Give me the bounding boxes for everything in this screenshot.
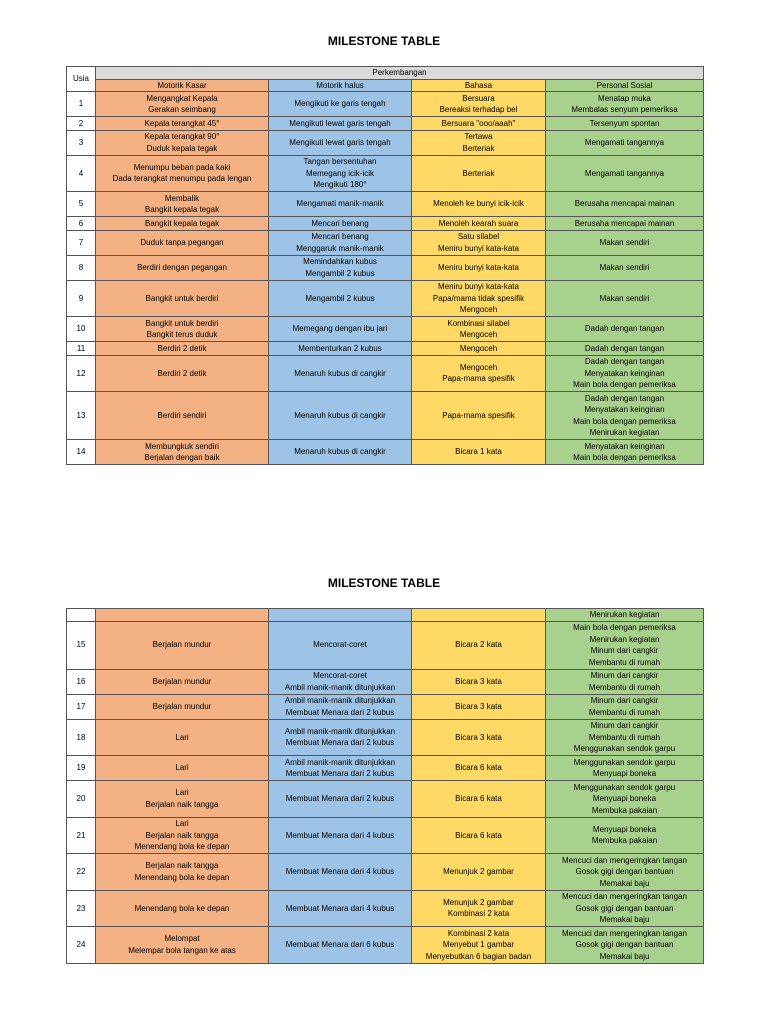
table-cell-usia: 17 (67, 694, 96, 719)
table-cell-motorik-kasar: Duduk tanpa pegangan (96, 230, 269, 255)
table-cell-usia: 14 (67, 440, 96, 465)
table-cell-motorik-halus: Mengikuti ke garis tengah (269, 92, 412, 117)
table-row (67, 92, 704, 117)
table-cell-personal-sosial: Tersenyum spontan (546, 117, 704, 131)
header-bahasa: Bahasa (412, 79, 546, 92)
table-cell-personal-sosial: Main bola dengan pemeriksa Menirukan kegiatan Minum dari cangkir Membantu di rumah (546, 621, 704, 669)
table-cell-personal-sosial: Minum dari cangkir Membantu di rumah (546, 669, 704, 694)
table-cell-personal-sosial: Berusaha mencapai mainan (546, 192, 704, 217)
table-cell-motorik-halus: Membuat Menara dari 4 kubus (269, 890, 412, 927)
table-cell-personal-sosial: Dadah dengan tangan Menyatakan keinginan Main bola dengan pemeriksa (546, 355, 704, 392)
table-cell-motorik-kasar: Menendang bola ke depan (96, 890, 269, 927)
table-row (67, 392, 704, 440)
table-row (67, 854, 704, 891)
page1-title: MILESTONE TABLE (327, 34, 441, 48)
table-cell-personal-sosial: Dadah dengan tangan (546, 342, 704, 356)
table-row (67, 817, 704, 854)
table-cell-motorik-halus: Menaruh kubus di cangkir (269, 392, 412, 440)
milestone-table-page1 (66, 66, 704, 465)
table-cell-bahasa: Papa-mama spesifik (412, 392, 546, 440)
table-row (67, 230, 704, 255)
table-cell-motorik-kasar: Lari (96, 719, 269, 756)
table-cell-motorik-halus: Membuat Menara dari 2 kubus (269, 781, 412, 818)
table-cell-bahasa: Bicara 3 kata (412, 669, 546, 694)
table-cell-bahasa: Satu silabel Meniru bunyi kata-kata (412, 230, 546, 255)
table-cell-motorik-halus: Mencorat-coret Ambil manik-manik ditunjukkan (269, 669, 412, 694)
table-cell-bahasa: Bicara 3 kata (412, 694, 546, 719)
table-cell-motorik-kasar: Bangkit kepala tegak (96, 217, 269, 231)
table-cell-bahasa: Bicara 3 kata (412, 719, 546, 756)
page2-title: MILESTONE TABLE (327, 576, 441, 590)
table-cell-bahasa: Bicara 6 kata (412, 756, 546, 781)
table-cell-bahasa: Mengoceh (412, 342, 546, 356)
table-cell-motorik-kasar: Kepala terangkat 90° Duduk kepala tegak (96, 130, 269, 155)
table-cell-motorik-halus: Ambil manik-manik ditunjukkan Membuat Menara dari 2 kubus (269, 719, 412, 756)
table-row (67, 155, 704, 192)
table-cell-usia: 11 (67, 342, 96, 356)
table-cell-motorik-halus: Tangan bersentuhan Memegang icik-icik Mengikuti 180° (269, 155, 412, 192)
table-row (67, 255, 704, 280)
table-cell-motorik-kasar: Melompat Melempar bola tangan ke atas (96, 927, 269, 964)
header-personal-sosial: Personal Sosial (546, 79, 704, 92)
table-cell-motorik-halus: Mengambil 2 kubus (269, 280, 412, 317)
table-cell-bahasa: Menoleh kearah suara (412, 217, 546, 231)
table-cell-motorik-kasar: Bangkit untuk berdiri (96, 280, 269, 317)
table-cell-personal-sosial: Minum dari cangkir Membantu di rumah (546, 694, 704, 719)
table-row (67, 342, 704, 356)
table-cell-bahasa: Kombinasi silabel Mengoceh (412, 317, 546, 342)
table-cell-usia: 12 (67, 355, 96, 392)
table-row (67, 117, 704, 131)
table-cell-usia: 10 (67, 317, 96, 342)
table-cell-motorik-halus: Membuat Menara dari 4 kubus (269, 854, 412, 891)
table-cell-motorik-kasar: Berdiri 2 detik (96, 342, 269, 356)
table-cell-usia: 19 (67, 756, 96, 781)
table-cell-usia: 22 (67, 854, 96, 891)
table-cell-personal-sosial: Dadah dengan tangan Menyatakan keinginan Main bola dengan pemeriksa Menirukan kegiatan (546, 392, 704, 440)
table-cell-personal-sosial: Makan sendiri (546, 280, 704, 317)
table-cell-bahasa: Bicara 6 kata (412, 781, 546, 818)
table-cell-motorik-kasar: Kepala terangkat 45° (96, 117, 269, 131)
table-cell-usia: 3 (67, 130, 96, 155)
table-cell-bahasa: Menunjuk 2 gambar Kombinasi 2 kata (412, 890, 546, 927)
table-row (67, 719, 704, 756)
table-row (67, 756, 704, 781)
table-cell-motorik-kasar: Berdiri sendiri (96, 392, 269, 440)
table-cell-bahasa: Bicara 1 kata (412, 440, 546, 465)
table-cell-motorik-halus: Membuat Menara dari 6 kubus (269, 927, 412, 964)
table-row (67, 621, 704, 669)
table-cell-bahasa: Meniru bunyi kata-kata (412, 255, 546, 280)
table-row (67, 694, 704, 719)
table-cell-usia: 4 (67, 155, 96, 192)
table-cell-motorik-kasar (96, 609, 269, 622)
table-cell-motorik-kasar: Bangkit untuk berdiri Bangkit terus duduk (96, 317, 269, 342)
table-cell-bahasa: Bersuara "ooo/aaah" (412, 117, 546, 131)
table-cell-usia: 24 (67, 927, 96, 964)
table-row (67, 280, 704, 317)
table-cell-personal-sosial: Makan sendiri (546, 230, 704, 255)
table-cell-motorik-kasar: Menumpu beban pada kaki Dada terangkat menumpu pada lengan (96, 155, 269, 192)
table-cell-bahasa: Menoleh ke bunyi icik-icik (412, 192, 546, 217)
table-cell-motorik-kasar: Lari Berjalan naik tangga Menendang bola ke depan (96, 817, 269, 854)
table-cell-motorik-kasar: Berdiri dengan pegangan (96, 255, 269, 280)
table-cell-personal-sosial: Minum dari cangkir Membantu di rumah Menggunakan sendok garpu (546, 719, 704, 756)
table-cell-usia: 7 (67, 230, 96, 255)
table-cell-motorik-halus: Menaruh kubus di cangkir (269, 355, 412, 392)
header-usia: Usia (67, 67, 96, 92)
table-cell-motorik-kasar: Lari (96, 756, 269, 781)
table-cell-bahasa (412, 609, 546, 622)
table-cell-usia: 13 (67, 392, 96, 440)
table-cell-personal-sosial: Menatap muka Membalas senyum pemeriksa (546, 92, 704, 117)
table-cell-personal-sosial: Menyatakan keinginan Main bola dengan pemeriksa (546, 440, 704, 465)
table-cell-usia: 1 (67, 92, 96, 117)
table-cell-motorik-halus: Memegang dengan ibu jari (269, 317, 412, 342)
table-cell-usia: 21 (67, 817, 96, 854)
table-cell-bahasa: Bicara 2 kata (412, 621, 546, 669)
table-cell-personal-sosial: Mencuci dan mengeringkan tangan Gosok gigi dengan bantuan Memakai baju (546, 890, 704, 927)
table-cell-motorik-halus: Memindahkan kubus Mengambil 2 kubus (269, 255, 412, 280)
table-cell-motorik-halus: Menaruh kubus di cangkir (269, 440, 412, 465)
table-cell-usia: 18 (67, 719, 96, 756)
table-cell-motorik-halus: Ambil manik-manik ditunjukkan Membuat Menara dari 2 kubus (269, 694, 412, 719)
table-cell-personal-sosial: Berusaha mencapai mainan (546, 217, 704, 231)
table-cell-personal-sosial: Makan sendiri (546, 255, 704, 280)
table-cell-usia: 9 (67, 280, 96, 317)
table-cell-personal-sosial: Menggunakan sendok garpu Menyuapi boneka (546, 756, 704, 781)
table-cell-motorik-halus: Mengikuti lewat garis tengah (269, 117, 412, 131)
table-cell-usia: 20 (67, 781, 96, 818)
table-cell-motorik-kasar: Membalik Bangkit kepala tegak (96, 192, 269, 217)
table-cell-usia: 16 (67, 669, 96, 694)
table-row (67, 217, 704, 231)
table-cell-usia: 23 (67, 890, 96, 927)
table-cell-personal-sosial: Dadah dengan tangan (546, 317, 704, 342)
table-cell-motorik-halus: Mengamati manik-manik (269, 192, 412, 217)
table-cell-personal-sosial: Mengamati tangannya (546, 155, 704, 192)
table-cell-usia: 15 (67, 621, 96, 669)
table-cell-personal-sosial: Menirukan kegiatan (546, 609, 704, 622)
table-cell-personal-sosial: Mengamati tangannya (546, 130, 704, 155)
table-cell-motorik-halus: Membuat Menara dari 4 kubus (269, 817, 412, 854)
table-cell-bahasa: Berteriak (412, 155, 546, 192)
table-cell-bahasa: Menunjuk 2 gambar (412, 854, 546, 891)
table-cell-personal-sosial: Menggunakan sendok garpu Menyuapi boneka Membuka pakaian (546, 781, 704, 818)
table-cell-motorik-halus: Mencari benang Menggaruk manik-manik (269, 230, 412, 255)
table-cell-personal-sosial: Mencuci dan mengeringkan tangan Gosok gigi dengan bantuan Memakai baju (546, 927, 704, 964)
table-cell-bahasa: Tertawa Berteriak (412, 130, 546, 155)
table-cell-motorik-halus: Membenturkan 2 kubus (269, 342, 412, 356)
table-row (67, 781, 704, 818)
table-row (67, 355, 704, 392)
table-cell-motorik-halus: Mencorat-coret (269, 621, 412, 669)
table-row (67, 669, 704, 694)
table-cell-motorik-kasar: Lari Berjalan naik tangga (96, 781, 269, 818)
table-cell-motorik-kasar: Berjalan naik tangga Menendang bola ke depan (96, 854, 269, 891)
table-cell-bahasa: Kombinasi 2 kata Menyebut 1 gambar Menyebutkan 6 bagian badan (412, 927, 546, 964)
table-cell-motorik-halus: Mencari benang (269, 217, 412, 231)
table-cell-motorik-halus (269, 609, 412, 622)
milestone-table-page2 (66, 608, 704, 964)
table-cell-bahasa: Bersuara Bereaksi terhadap bel (412, 92, 546, 117)
table-cell-personal-sosial: Mencuci dan mengeringkan tangan Gosok gigi dengan bantuan Memakai baju (546, 854, 704, 891)
table-cell-bahasa: Mengoceh Papa-mama spesifik (412, 355, 546, 392)
table-row (67, 130, 704, 155)
table-cell-bahasa: Bicara 6 kata (412, 817, 546, 854)
table-cell-motorik-kasar: Mengangkat Kepala Gerakan seimbang (96, 92, 269, 117)
table-cell-motorik-kasar: Berjalan mundur (96, 621, 269, 669)
table-cell-usia (67, 609, 96, 622)
table-cell-usia: 5 (67, 192, 96, 217)
table-cell-motorik-halus: Ambil manik-manik ditunjukkan Membuat Menara dari 2 kubus (269, 756, 412, 781)
table-row (67, 440, 704, 465)
table-cell-usia: 6 (67, 217, 96, 231)
table-row (67, 890, 704, 927)
header-motorik-halus: Motorik halus (269, 79, 412, 92)
table-cell-usia: 2 (67, 117, 96, 131)
table-row (67, 192, 704, 217)
table-cell-motorik-halus: Mengikuti lewat garis tengah (269, 130, 412, 155)
table-cell-motorik-kasar: Membungkuk sendiri Berjalan dengan baik (96, 440, 269, 465)
table-cell-bahasa: Meniru bunyi kata-kata Papa/mama tidak spesifik Mengoceh (412, 280, 546, 317)
table-row (67, 317, 704, 342)
table-cell-motorik-kasar: Berjalan mundur (96, 669, 269, 694)
table-cell-motorik-kasar: Berdiri 2 detik (96, 355, 269, 392)
table-cell-usia: 8 (67, 255, 96, 280)
table-cell-personal-sosial: Menyuapi boneka Membuka pakaian (546, 817, 704, 854)
header-perkembangan: Perkembangan (96, 67, 704, 80)
table-row (67, 927, 704, 964)
header-motorik-kasar: Motorik Kasar (96, 79, 269, 92)
table-cell-motorik-kasar: Berjalan mundur (96, 694, 269, 719)
